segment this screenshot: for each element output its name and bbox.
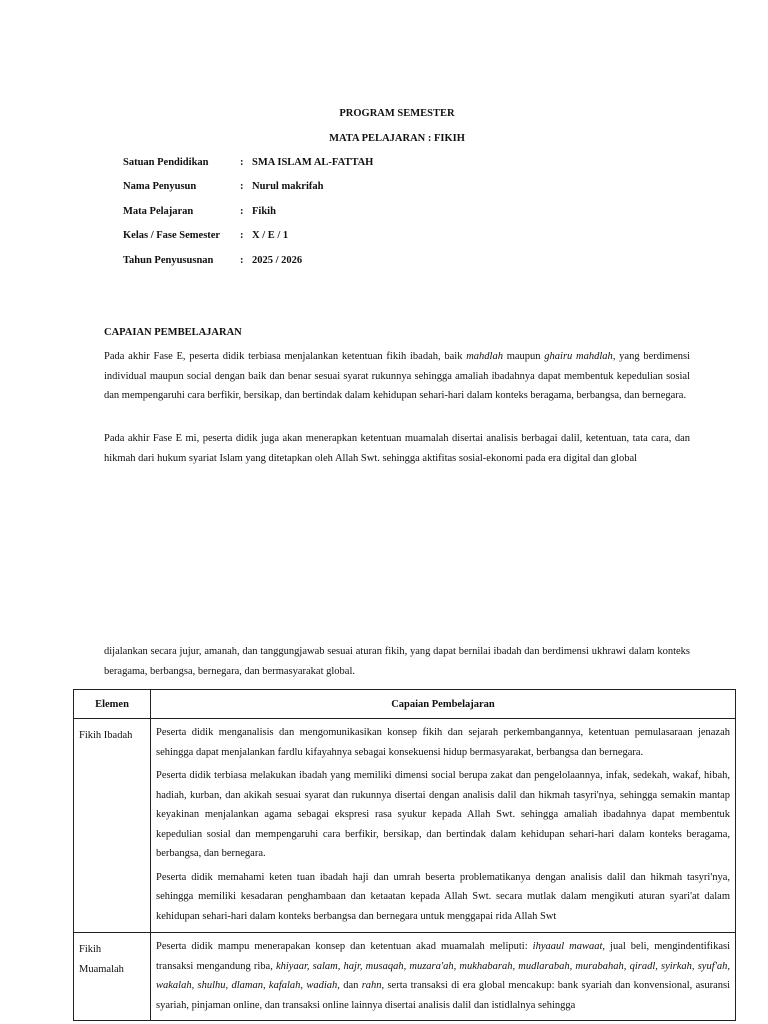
italic-term: rahn <box>361 980 382 991</box>
identity-info <box>123 157 373 279</box>
capaian-paragraph-1 <box>104 347 690 406</box>
header-elemen: Elemen <box>74 690 151 719</box>
info-label: Kelas / Fase Semester <box>123 230 221 242</box>
info-value: 2025 / 2026 <box>252 254 303 266</box>
capaian-cell <box>151 719 736 933</box>
table-row <box>74 933 736 1021</box>
info-value: X / E / 1 <box>252 230 289 242</box>
capaian-paragraph-3: dijalankan secara jujur, amanah, dan tanggungjawab sesuai aturan fikih, yang dapat bernilai ibadah dan berdimensi ukhrawi dalam konteks beragama, berbangsa, bernegara, dan bermasyarakat global. <box>104 646 690 677</box>
info-row-penyusun <box>123 181 373 205</box>
italic-term: ihyaaul mawaat <box>532 941 603 952</box>
cell-paragraph: Peserta didik terbiasa melakukan ibadah yang memiliki dimensi social berupa zakat dan pengelolaannya, infak, sedekah, wakaf, hibah, hadiah, kurban, dan akikah sesuai syarat dan rukunnya disertai dengan analisis dalil dan hikmah tasyri'nya, sehingga semakin mantap keyakinan menjalankan agama sebagai ekspresi rasa syukur kepada Allah Swt. sehingga amaliah ibadahnya dapat membentuk kepedulian sosial dan mempengaruhi cara berfikir, bersikap, dan bertindak dalam kehidupan sehari-hari dalam konteks beragama, berbangsa, dan bernegara. <box>156 770 730 859</box>
italic-term: mahdlah <box>466 351 503 362</box>
info-colon: : <box>240 205 244 217</box>
cell-paragraph: Peserta didik memahami keten tuan ibadah haji dan umrah beserta problematikanya dengan analisis dalil dan hikmah tasyri'nya, sehingga memiliki kesadaran penghambaan dan ketaatan kepada Allah Swt. secara mutlak dalam mengikuti aturan syari'at dalam kehidupan sehari-hari dalam konteks berbangsa dan bernegara untuk menggapai rida Allah Swt <box>156 871 730 922</box>
section-heading: CAPAIAN PEMBELAJARAN <box>104 327 242 338</box>
table-row <box>74 719 736 933</box>
header-capaian: Capaian Pembelajaran <box>151 690 736 719</box>
text-run: Pada akhir Fase E, peserta didik terbiasa menjalankan ketentuan fikih ibadah, baik <box>104 351 467 362</box>
capaian-paragraph-2: Pada akhir Fase E mi, peserta didik juga akan menerapkan ketentuan muamalah disertai analisis berbagai dalil, ketentuan, tata cara, dan hikmah dari hukum syariat Islam yang ditetapkan oleh Allah Swt. sehingga aktifitas sosial-ekonomi pada era digital dan global <box>104 433 690 464</box>
italic-term: ghairu mahdlah <box>544 351 613 362</box>
capaian-cell <box>151 933 736 1021</box>
text-run: , yang berdimensi individual maupun social dengan baik dan benar sesuai syarat rukunnya sehingga amaliah ibadahnya dapat membentuk kepedulian sosial dan mempengaruhi cara berfikir, bersikap, dan bertindak dalam kehidupan sehari-hari dalam konteks beragama, berbangsa, dan bernegara. <box>104 351 691 401</box>
info-label: Tahun Penyususnan <box>123 254 214 266</box>
text-run: dan <box>339 980 362 991</box>
text-run: maupun <box>502 351 545 362</box>
info-value: SMA ISLAM AL-FATTAH <box>252 157 374 168</box>
info-value: Fikih <box>252 205 276 217</box>
elemen-cell: Fikih Muamalah <box>74 933 151 1021</box>
info-label: Satuan Pendidikan <box>123 157 209 168</box>
info-label: Nama Penyusun <box>123 181 197 193</box>
info-label: Mata Pelajaran <box>123 205 194 217</box>
info-colon: : <box>240 254 244 266</box>
text-run: Peserta didik mampu menerapakan konsep dan ketentuan akad muamalah meliputi: <box>156 941 533 952</box>
elemen-cell: Fikih Ibadah <box>74 719 151 933</box>
cell-paragraph: Peserta didik menganalisis dan mengomunikasikan konsep fikih dan sejarah perkembangannya, ketentuan pemulasaraan jenazah sehingga dapat menjalankan fardlu kifayahnya sebagai konsekuensi hidup bermasyarakat, berbangsa dan bernegara. <box>156 727 730 758</box>
capaian-table <box>73 689 736 1021</box>
table-header-row <box>74 690 736 719</box>
page-title: PROGRAM SEMESTER <box>339 108 455 119</box>
info-value: Nurul makrifah <box>252 181 324 193</box>
info-row-satuan <box>123 157 373 181</box>
text-run: , serta transaksi di era global mencakup: bank syariah dan konvensional, asuransi syariah, pinjaman online, dan transaksi online lainnya disertai analisis dalil dan istidlalnya sehingga <box>156 980 730 1011</box>
info-colon: : <box>240 157 244 168</box>
italic-term: khiyaar, salam, hajr, musaqah, muzara'ah, mukhabarah, mudlarabah, murabahah, qiradl, syirkah, syuf'ah, wakalah, shulhu, dlaman, kafalah, wadiah, <box>156 960 730 991</box>
info-colon: : <box>240 230 244 242</box>
text-run: , jual beli, mengindentifikasi transaksi mengandung riba, <box>156 941 731 972</box>
cell-paragraph <box>151 933 735 1015</box>
info-row-tahun <box>123 255 373 279</box>
info-colon: : <box>240 181 244 193</box>
info-row-kelas <box>123 230 373 254</box>
page-subtitle: MATA PELAJARAN : FIKIH <box>329 133 465 144</box>
info-row-mapel <box>123 206 373 230</box>
